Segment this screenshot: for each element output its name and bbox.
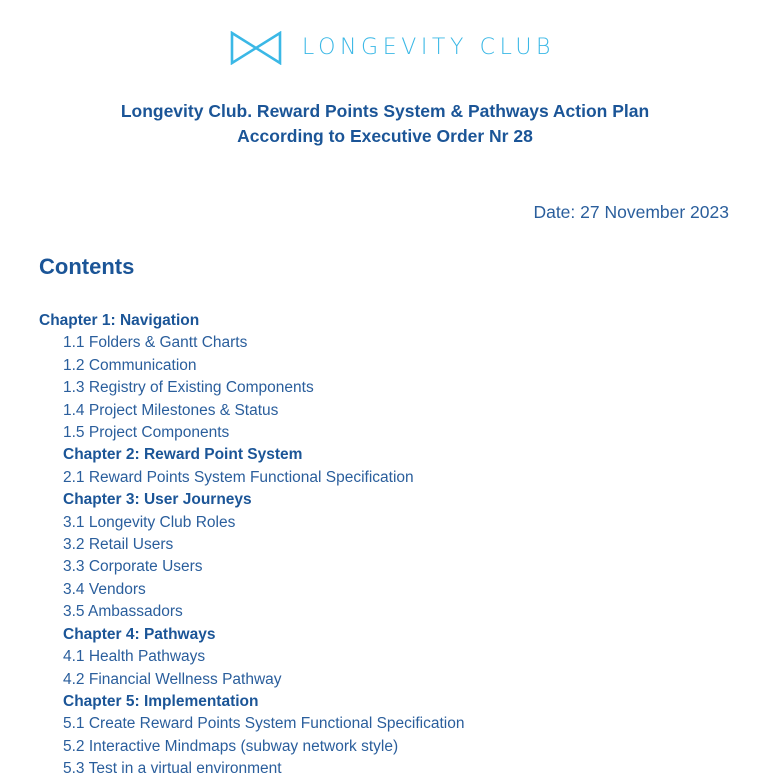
toc-section-link[interactable]: 3.2 Retail Users: [63, 536, 174, 554]
toc-section-link[interactable]: 4.1 Health Pathways: [63, 648, 206, 666]
toc-section-link[interactable]: 3.1 Longevity Club Roles: [63, 513, 236, 531]
toc-section-link[interactable]: 3.5 Ambassadors: [63, 603, 183, 621]
toc-section-link[interactable]: 1.4 Project Milestones & Status: [63, 401, 279, 419]
toc-section-link[interactable]: 1.5 Project Components: [63, 424, 230, 442]
toc-chapter-link[interactable]: Chapter 1: Navigation: [39, 312, 200, 329]
toc-section-link[interactable]: 1.1 Folders & Gantt Charts: [63, 334, 248, 352]
toc-chapter-link[interactable]: Chapter 4: Pathways: [63, 625, 216, 643]
contents-heading: Contents: [39, 254, 135, 279]
document-title: [0, 99, 770, 149]
logo-text: LONGEVITY CLUB: [302, 35, 556, 60]
toc-section-link[interactable]: 1.3 Registry of Existing Components: [63, 379, 314, 397]
toc-chapter-link[interactable]: Chapter 3: User Journeys: [63, 491, 252, 509]
toc-chapter-link[interactable]: Chapter 2: Reward Point System: [63, 446, 303, 464]
toc-section-link[interactable]: 3.3 Corporate Users: [63, 558, 203, 576]
toc-section-link[interactable]: 3.4 Vendors: [63, 580, 146, 598]
bowtie-icon: [230, 31, 282, 65]
title-line-2: According to Executive Order Nr 28: [237, 126, 533, 146]
table-of-contents: [39, 310, 464, 781]
document-date: Date: 27 November 2023: [533, 202, 729, 222]
toc-section-link[interactable]: 2.1 Reward Points System Functional Specification: [63, 468, 414, 486]
logo: [230, 31, 555, 65]
toc-section-link[interactable]: 1.2 Communication: [63, 356, 197, 374]
toc-section-link[interactable]: 5.3 Test in a virtual environment: [63, 760, 282, 778]
toc-section-link[interactable]: 5.2 Interactive Mindmaps (subway network style): [63, 737, 399, 755]
toc-section-link[interactable]: 5.1 Create Reward Points System Functional Specification: [63, 715, 465, 733]
toc-chapter-link[interactable]: Chapter 5: Implementation: [63, 692, 259, 710]
toc-section-link[interactable]: 4.2 Financial Wellness Pathway: [63, 670, 282, 688]
title-line-1: Longevity Club. Reward Points System & Pathways Action Plan: [120, 101, 650, 121]
